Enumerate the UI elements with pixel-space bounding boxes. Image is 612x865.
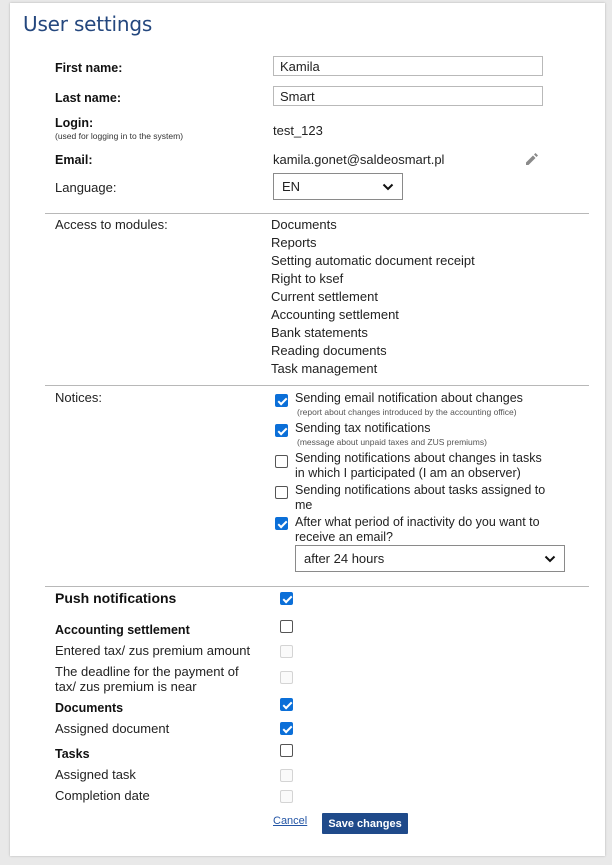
- completion-date-checkbox[interactable]: [280, 790, 293, 803]
- assigned-task-checkbox[interactable]: [280, 769, 293, 782]
- tasks-checkbox[interactable]: [280, 744, 293, 757]
- notice-task-changes-label-line2: in which I participated (I am an observer): [295, 466, 521, 480]
- notice-email-changes-label: Sending email notification about changes: [295, 391, 523, 405]
- tax-amount-label: Entered tax/ zus premium amount: [55, 643, 251, 658]
- module-item: Reading documents: [271, 343, 387, 358]
- module-item: Task management: [271, 361, 378, 376]
- language-select-value: EN: [282, 179, 301, 194]
- first-name-input[interactable]: [273, 56, 543, 76]
- email-label: Email:: [55, 153, 93, 167]
- divider: [45, 385, 589, 386]
- login-label: Login:: [55, 116, 94, 130]
- inactivity-period-value: after 24 hours: [304, 551, 385, 566]
- completion-date-label: Completion date: [55, 788, 150, 803]
- notice-tasks-assigned-checkbox[interactable]: [275, 486, 288, 499]
- documents-checkbox[interactable]: [280, 698, 293, 711]
- login-value: test_123: [273, 123, 323, 138]
- inactivity-period-select[interactable]: [295, 545, 565, 572]
- notice-tasks-assigned-label-line1: Sending notifications about tasks assigned to: [295, 483, 546, 497]
- accounting-settlement-checkbox[interactable]: [280, 620, 293, 633]
- chevron-down-icon: [382, 183, 394, 191]
- push-notifications-label: Push notifications: [55, 590, 177, 606]
- divider: [45, 213, 589, 214]
- assigned-document-label: Assigned document: [55, 721, 170, 736]
- assigned-document-checkbox[interactable]: [280, 722, 293, 735]
- module-item: Current settlement: [271, 289, 378, 304]
- language-select[interactable]: [273, 173, 403, 200]
- save-changes-button[interactable]: Save changes: [322, 813, 408, 834]
- notices-label: Notices:: [55, 390, 102, 405]
- notice-inactivity-label-line1: After what period of inactivity do you want to: [295, 515, 540, 529]
- notice-tax-label: Sending tax notifications: [295, 421, 431, 435]
- notice-tasks-assigned-label-line2: me: [295, 498, 313, 512]
- module-item: Bank statements: [271, 325, 368, 340]
- module-item: Documents: [271, 217, 337, 232]
- notice-inactivity-label-line2: receive an email?: [295, 530, 393, 544]
- module-item: Setting automatic document receipt: [271, 253, 475, 268]
- page-title: User settings: [23, 12, 153, 36]
- module-item: Accounting settlement: [271, 307, 399, 322]
- module-item: Right to ksef: [271, 271, 344, 286]
- tax-amount-checkbox[interactable]: [280, 645, 293, 658]
- modules-label: Access to modules:: [55, 217, 168, 232]
- last-name-input[interactable]: [273, 86, 543, 106]
- assigned-task-label: Assigned task: [55, 767, 136, 782]
- push-notifications-checkbox[interactable]: [280, 592, 293, 605]
- notice-email-changes-hint: (report about changes introduced by the accounting office): [297, 407, 517, 417]
- first-name-label: First name:: [55, 61, 123, 75]
- divider: [45, 586, 589, 587]
- cancel-link[interactable]: Cancel: [273, 815, 308, 827]
- accounting-settlement-label: Accounting settlement: [55, 623, 190, 637]
- notice-email-changes-checkbox[interactable]: [275, 394, 288, 407]
- deadline-checkbox[interactable]: [280, 671, 293, 684]
- last-name-label: Last name:: [55, 91, 121, 105]
- notice-task-changes-label-line1: Sending notifications about changes in tasks: [295, 451, 542, 465]
- deadline-label-line2: tax/ zus premium is near: [55, 679, 197, 694]
- notice-inactivity-checkbox[interactable]: [275, 517, 288, 530]
- notice-task-changes-checkbox[interactable]: [275, 455, 288, 468]
- deadline-label-line1: The deadline for the payment of: [55, 664, 239, 679]
- tasks-label: Tasks: [55, 747, 90, 761]
- module-item: Reports: [271, 235, 317, 250]
- notice-tax-checkbox[interactable]: [275, 424, 288, 437]
- pencil-icon[interactable]: [524, 152, 539, 167]
- login-hint: (used for logging in to the system): [55, 131, 184, 141]
- language-label: Language:: [55, 180, 117, 195]
- documents-label: Documents: [55, 701, 124, 715]
- notice-tax-hint: (message about unpaid taxes and ZUS premiums): [297, 437, 487, 447]
- email-value: kamila.gonet@saldeosmart.pl: [273, 152, 445, 167]
- chevron-down-icon: [544, 555, 556, 563]
